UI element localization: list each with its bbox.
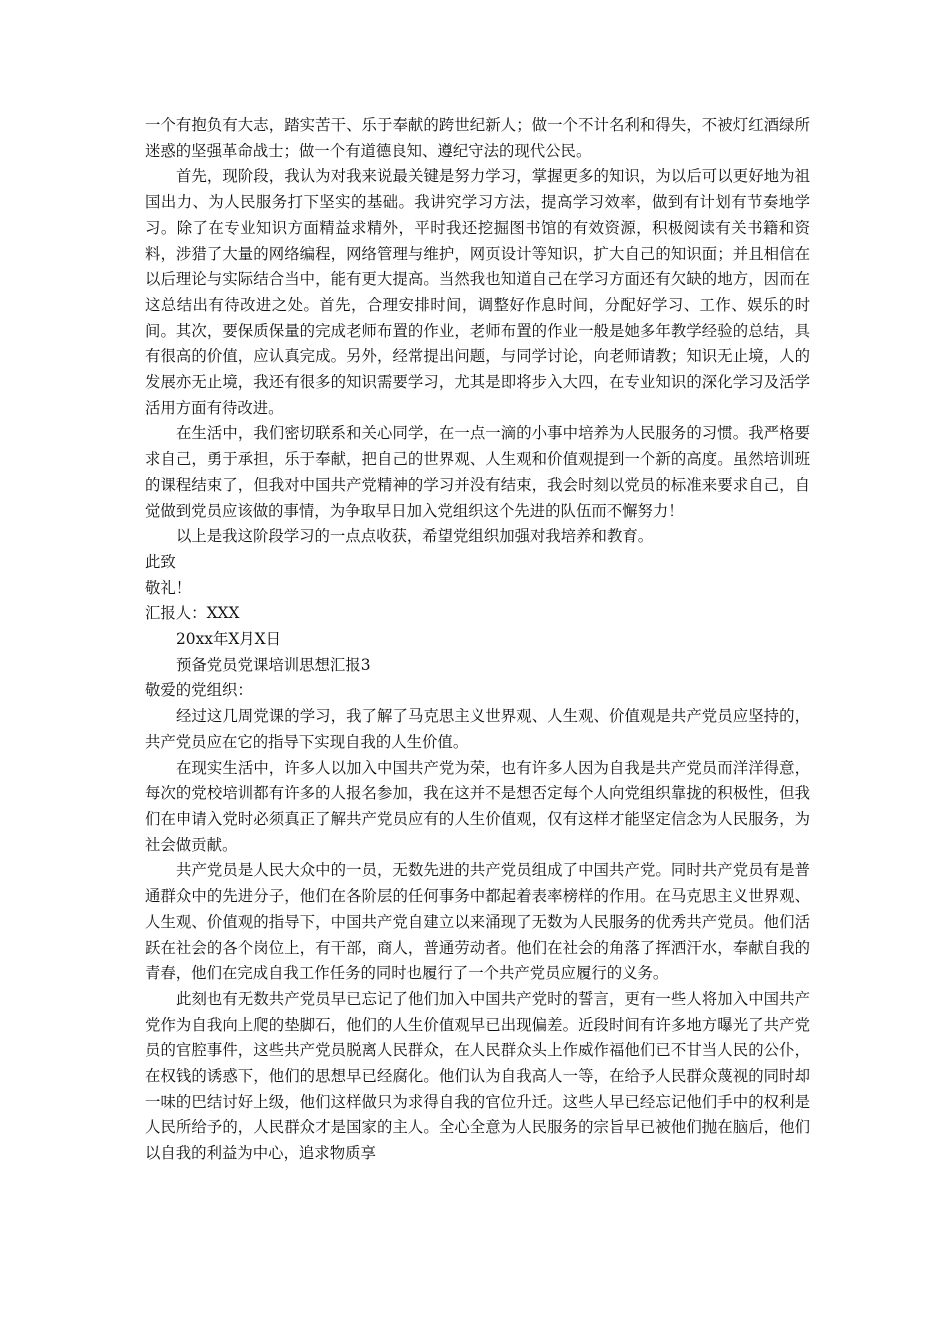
paragraph-2: 首先，现阶段，我认为对我来说最关键是努力学习，掌握更多的知识，为以后可以更好地为祖国出力、为人民服务打下坚实的基础。我讲究学习方法，提高学习效率，做到有计划有节奏地学习。除了在专业知识方面精益求精外，平时我还挖掘图书馆的有效资源，积极阅读有关书籍和资料，涉猎了大量的网络编程，网络管理与维护，网页设计等知识，扩大自己的知识面；并且相信在以后理论与实际结合当中，能有更大提高。当然我也知道自己在学习方面还有欠缺的地方，因而在这总结出有待改进之处。首先，合理安排时间，调整好作息时间，分配好学习、工作、娱乐的时间。其次，要保质保量的完成老师布置的作业，老师布置的作业一般是她多年教学经验的总结，具有很高的价值，应认真完成。另外，经常提出问题，与同学讨论，向老师请教；知识无止境，人的发展亦无止境，我还有很多的知识需要学习，尤其是即将步入大四，在专业知识的深化学习及活学活用方面有待改进。	[145, 167, 810, 417]
paragraph-7: 共产党员是人民大众中的一员，无数先进的共产党员组成了中国共产党。同时共产党员有是普通群众中的先进分子，他们在各阶层的任何事务中都起着表率榜样的作用。在马克思主义世界观、人生观、价值观的指导下，中国共产党自建立以来涌现了无数为人民服务的优秀共产党员。他们活跃在社会的各个岗位上，有干部，商人，普通劳动者。他们在社会的角落了挥洒汗水，奉献自我的青春，他们在完成自我工作任务的同时也履行了一个共产党员应履行的义务。	[145, 861, 810, 983]
section-title: 预备党员党课培训思想汇报3	[176, 655, 371, 674]
date-line: 20xx年X月X日	[176, 630, 282, 649]
reporter-line: 汇报人：XXX	[145, 604, 240, 623]
paragraph-6: 在现实生活中，许多人以加入中国共产党为荣，也有许多人因为自我是共产党员而洋洋得意，每次的党校培训都有许多的人报名参加，我在这并不是想否定每个人向党组织靠拢的积极性，但我们在申请入党时必须真正了解共产党员应有的人生价值观，仅有这样才能坚定信念为人民服务，为社会做贡献。	[145, 758, 810, 854]
salutation: 敬爱的党组织：	[145, 681, 253, 700]
closing-jingli: 敬礼！	[145, 578, 192, 597]
paragraph-1: 一个有抱负有大志，踏实苦干、乐于奉献的跨世纪新人；做一个不计名利和得失，不被灯红酒绿所迷惑的坚强革命战士；做一个有道德良知、遵纪守法的现代公民。	[145, 116, 810, 160]
paragraph-5: 经过这几周党课的学习，我了解了马克思主义世界观、人生观、价值观是共产党员应坚持的，共产党员应在它的指导下实现自我的人生价值。	[145, 707, 810, 751]
paragraph-4: 以上是我这阶段学习的一点点收获，希望党组织加强对我培养和教育。	[176, 527, 654, 546]
closing-cizhi: 此致	[145, 552, 176, 571]
document-page	[145, 113, 810, 1167]
paragraph-8: 此刻也有无数共产党员早已忘记了他们加入中国共产党时的誓言，更有一些人将加入中国共产党作为自我向上爬的垫脚石，他们的人生价值观早已出现偏差。近段时间有许多地方曝光了共产党员的官腔事件，这些共产党员脱离人民群众，在人民群众头上作威作福他们已不甘当人民的公仆，在权钱的诱惑下，他们的思想早已经腐化。他们认为自我高人一等，在给予人民群众蔑视的同时却一味的巴结讨好上级，他们这样做只为求得自我的官位升迁。这些人早已经忘记他们手中的权利是人民所给予的，人民群众才是国家的主人。全心全意为人民服务的宗旨早已被他们抛在脑后，他们以自我的利益为中心，追求物质享	[145, 989, 810, 1163]
paragraph-3: 在生活中，我们密切联系和关心同学，在一点一滴的小事中培养为人民服务的习惯。我严格要求自己，勇于承担，乐于奉献，把自己的世界观、人生观和价值观提到一个新的高度。虽然培训班的课程结束了，但我对中国共产党精神的学习并没有结束，我会时刻以党员的标准来要求自己，自觉做到党员应该做的事情，为争取早日加入党组织这个先进的队伍而不懈努力！	[145, 424, 810, 520]
